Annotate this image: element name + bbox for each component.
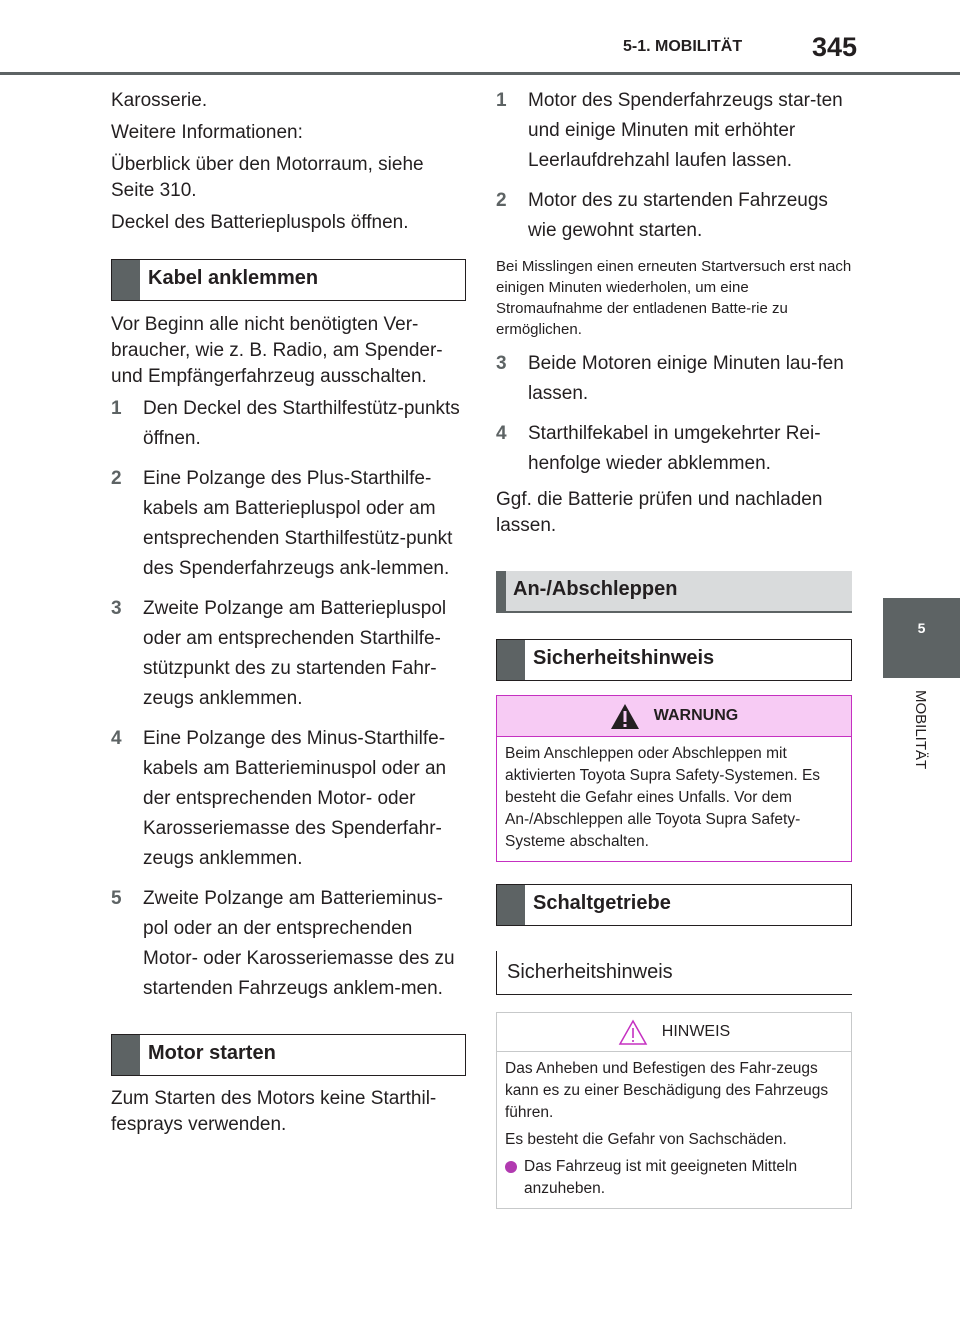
section-heading-safety <box>496 639 852 681</box>
note-header <box>497 1013 851 1052</box>
header-section-title: 5-1. MOBILITÄT <box>623 38 743 55</box>
chapter-heading <box>496 571 852 613</box>
step-text: Den Deckel des Starthilfestütz-punkts öffnen. <box>143 398 460 449</box>
step-item <box>496 349 852 409</box>
step-number: 2 <box>496 190 507 211</box>
step-item <box>111 394 466 454</box>
intro-line: Weitere Informationen: <box>111 122 303 143</box>
heading-bar <box>497 640 525 680</box>
intro-line: Karosserie. <box>111 90 208 111</box>
note-title: HINWEIS <box>661 1023 731 1040</box>
side-tab-number: 5 <box>917 620 926 636</box>
section-heading-cable <box>111 259 466 301</box>
intro-line: Überblick über den Motorraum, siehe Seite 310. <box>111 154 424 201</box>
step-item <box>111 594 466 714</box>
step-item <box>111 464 466 584</box>
step-item <box>496 186 852 246</box>
step-number: 4 <box>111 728 122 749</box>
note-text: Es besteht die Gefahr von Sachschäden. <box>505 1131 787 1148</box>
side-tab <box>883 598 960 678</box>
step-text: Motor des zu startenden Fahrzeugs wie gewohnt starten. <box>528 190 828 241</box>
warning-triangle-icon <box>610 703 640 730</box>
step-number: 1 <box>111 398 122 419</box>
step-number: 5 <box>111 888 122 909</box>
note-bullet-text: Das Fahrzeug ist mit geeigneten Mitteln anzuheben. <box>524 1158 798 1197</box>
step-text: Starthilfekabel in umgekehrter Rei-henfolge wieder abklemmen. <box>528 423 821 474</box>
intro-line: Deckel des Batteriepluspols öffnen. <box>111 212 409 233</box>
right-column <box>496 88 852 1209</box>
note-body <box>497 1052 851 1208</box>
step-item <box>496 419 852 479</box>
page-number: 345 <box>812 32 858 62</box>
warning-box <box>496 695 852 862</box>
section-heading-gear <box>496 884 852 926</box>
warning-title: WARNUNG <box>653 707 739 724</box>
paragraph: Zum Starten des Motors keine Starthil-fesprays verwenden. <box>111 1088 437 1135</box>
note-box <box>496 1012 852 1209</box>
step-number: 3 <box>111 598 122 619</box>
sub-heading-safety: Sicherheitshinweis <box>496 951 852 995</box>
step-item <box>111 884 466 1004</box>
heading-text: Kabel anklemmen <box>148 267 319 289</box>
heading-bar <box>112 260 140 300</box>
step-text: Eine Polzange des Minus-Starthilfe-kabels am Batterieminuspol oder an der entsprechenden Motor- oder Karosseriemasse des Spenderfahr-zeugs anklemmen. <box>143 728 447 869</box>
step-number: 1 <box>496 90 507 111</box>
step-number: 3 <box>496 353 507 374</box>
header-rule <box>0 72 960 75</box>
note-bullet <box>505 1156 843 1200</box>
step-text: Zweite Polzange am Batteriepluspol oder am entsprechenden Starthilfe-stützpunkt des zu startenden Fahr-zeugs anklemmen. <box>143 598 447 709</box>
caution-triangle-icon <box>618 1019 648 1046</box>
step-text: Beide Motoren einige Minuten lau-fen lassen. <box>528 353 844 404</box>
heading-text: An-/Abschleppen <box>513 578 678 600</box>
heading-text: Sicherheitshinweis <box>533 647 715 669</box>
note-paragraph: Bei Misslingen einen erneuten Startversuch erst nach einigen Minuten wiederholen, um eine Stromaufnahme der entladenen Batte-rie zu ermöglichen. <box>496 258 852 338</box>
step-item <box>496 86 852 176</box>
paragraph: Vor Beginn alle nicht benötigten Ver-braucher, wie z. B. Radio, am Spender- und Empfängerfahrzeug ausschalten. <box>111 314 443 387</box>
paragraph: Ggf. die Batterie prüfen und nachladen lassen. <box>496 489 823 536</box>
section-heading-start <box>111 1034 466 1076</box>
heading-bar <box>112 1035 140 1075</box>
note-text: Das Anheben und Befestigen des Fahr-zeugs kann es zu einer Beschädigung des Fahrzeugs führen. <box>505 1060 829 1121</box>
step-list <box>111 394 466 1004</box>
heading-text: Schaltgetriebe <box>533 892 671 914</box>
warning-body: Beim Anschleppen oder Abschleppen mit aktivierten Toyota Supra Safety-Systemen. Es besteht die Gefahr eines Unfalls. Vor dem An-/Abschleppen alle Toyota Supra Safety-Systeme abschalten. <box>505 745 821 850</box>
left-column <box>111 88 466 1138</box>
step-number: 4 <box>496 423 507 444</box>
step-text: Zweite Polzange am Batterieminus-pol oder an der entsprechenden Motor- oder Karosseriemasse des zu startenden Fahrzeugs anklem-men. <box>143 888 455 999</box>
side-tab-label: MOBILITÄT <box>912 690 929 770</box>
step-text: Eine Polzange des Plus-Starthilfe-kabels am Batteriepluspol oder am entsprechenden Starthilfestütz-punkt des Spenderfahrzeugs ank-lemmen. <box>143 468 453 579</box>
heading-bar <box>497 885 525 925</box>
heading-text: Motor starten <box>148 1042 276 1064</box>
heading-bar <box>496 571 506 611</box>
warning-header <box>497 696 851 737</box>
step-number: 2 <box>111 468 122 489</box>
bullet-dot-icon <box>505 1161 517 1173</box>
step-item <box>111 724 466 874</box>
step-text: Motor des Spenderfahrzeugs star-ten und einige Minuten mit erhöhter Leerlaufdrehzahl laufen lassen. <box>528 90 843 171</box>
